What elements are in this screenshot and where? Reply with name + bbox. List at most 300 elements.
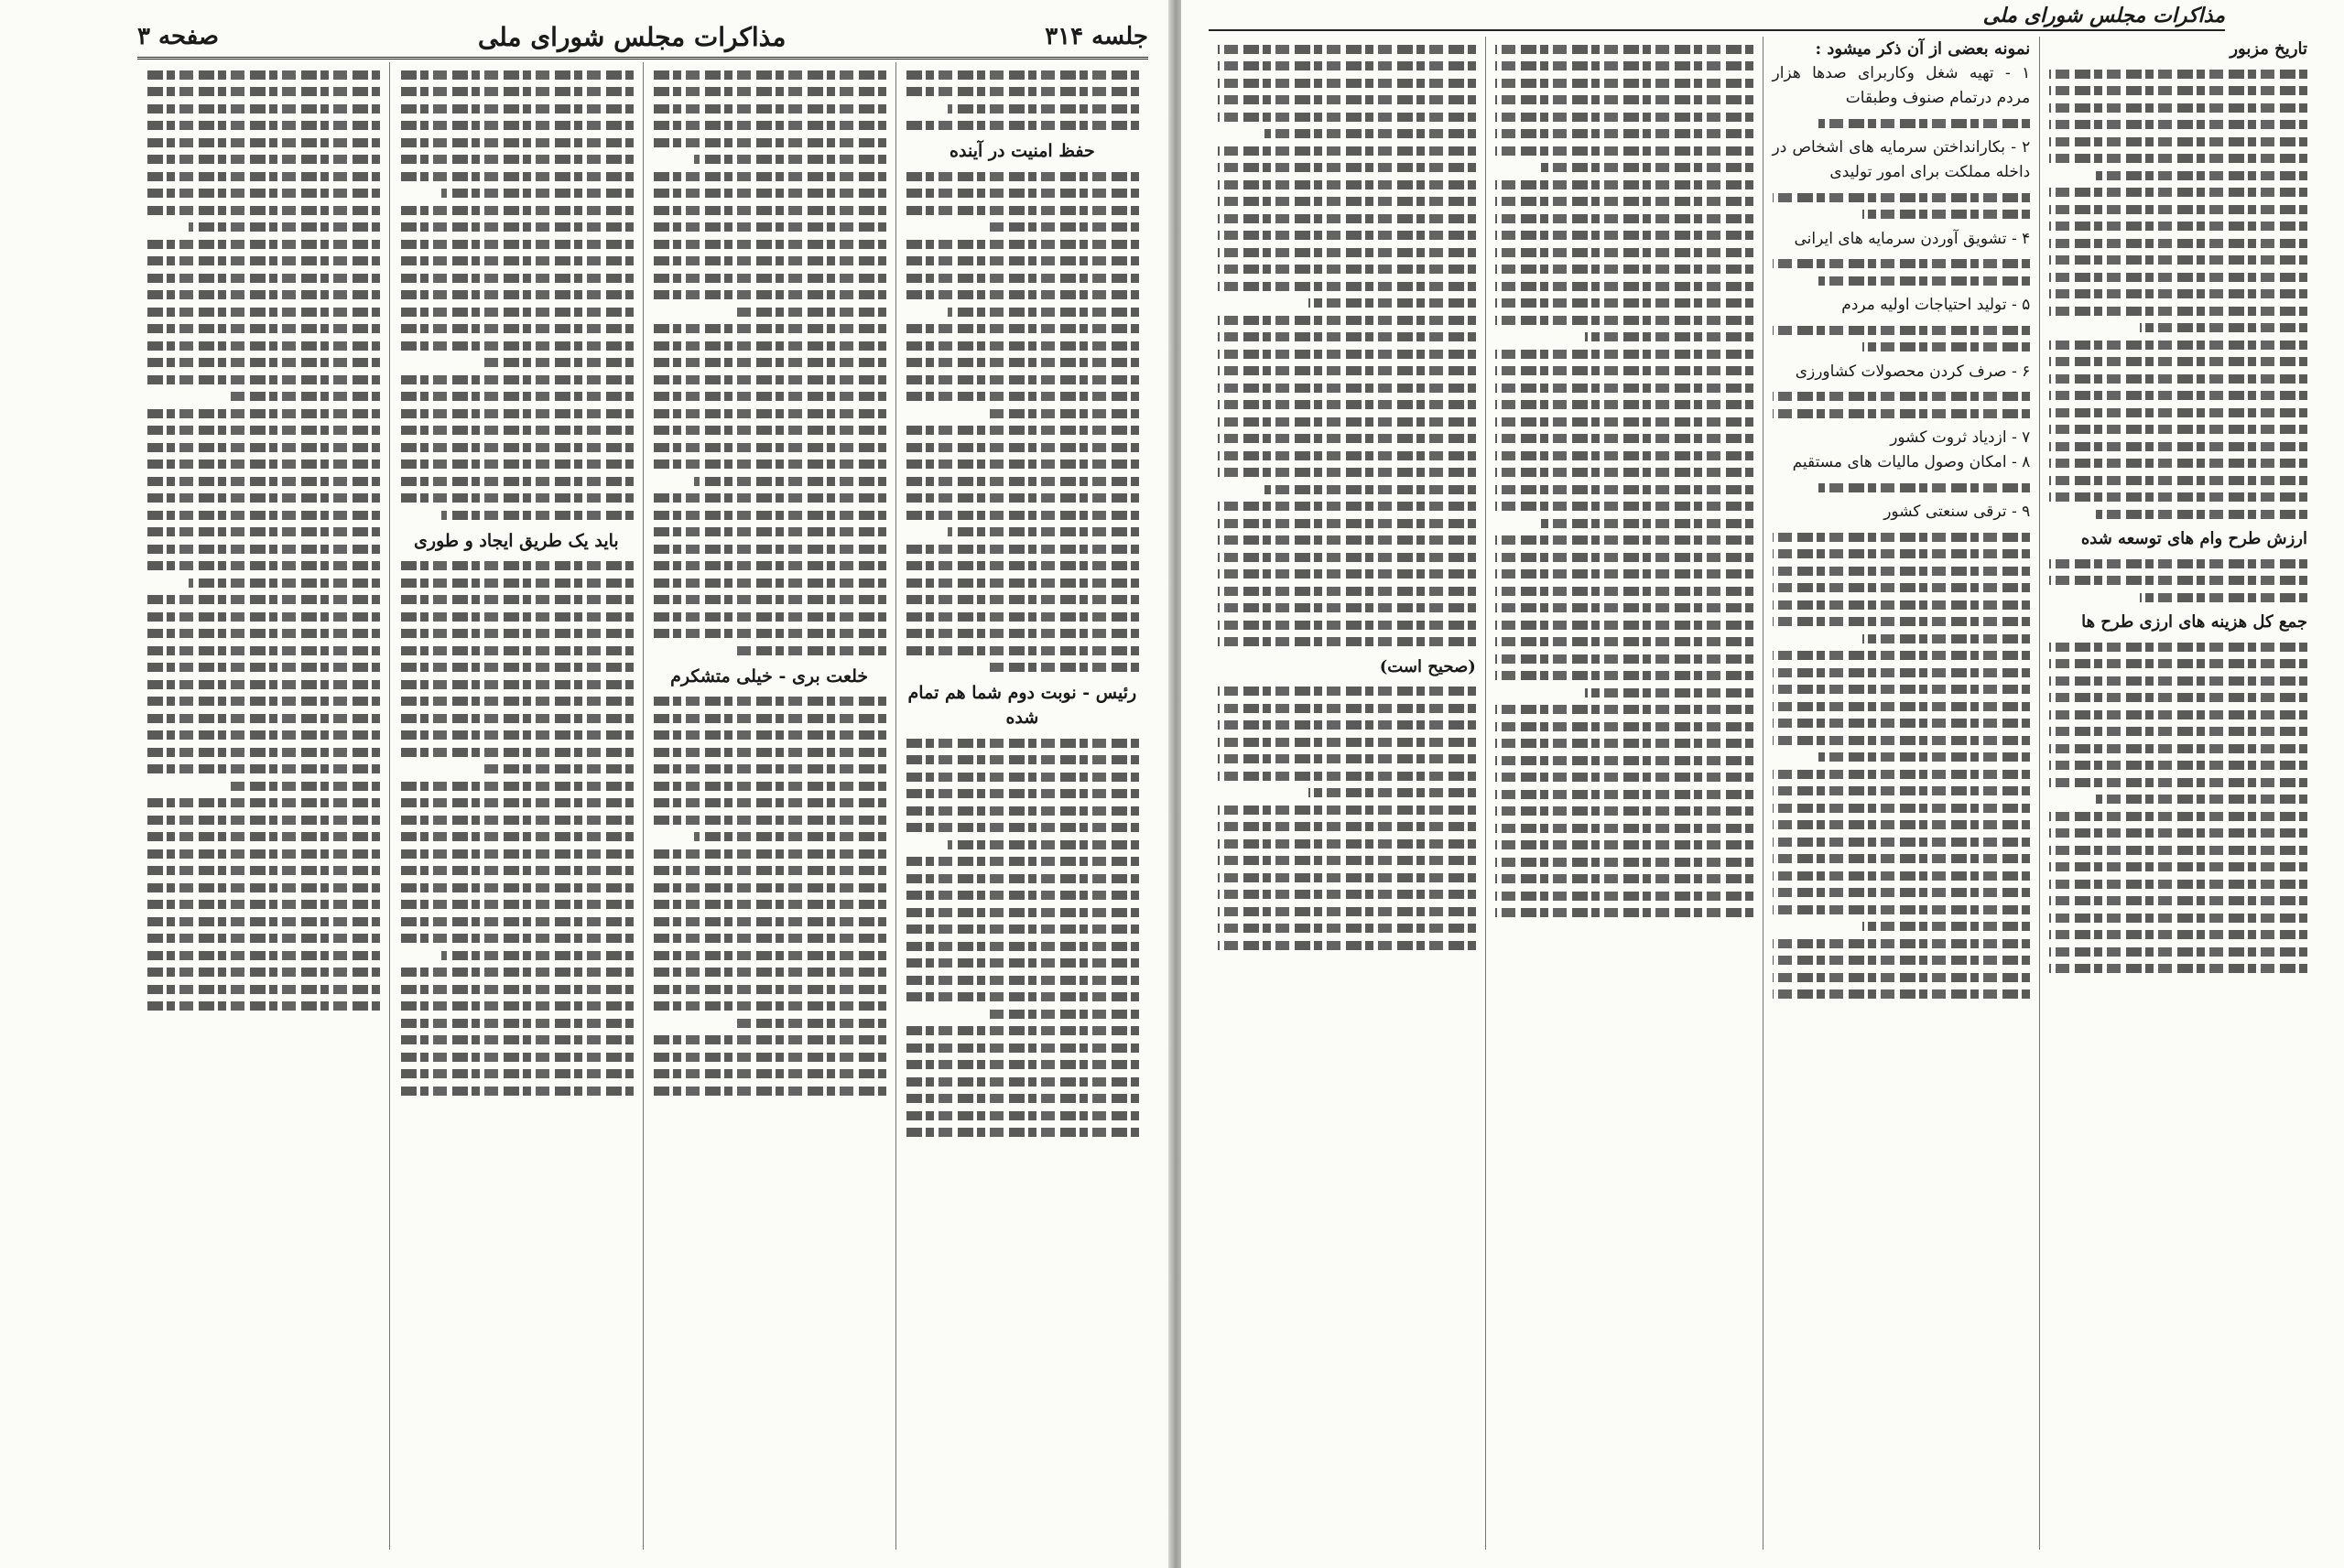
speaker-line: رئیس - نوبت دوم شما هم تمام شده (907, 683, 1137, 728)
text-line (2096, 171, 2307, 180)
text-line (653, 883, 886, 892)
text-line (399, 409, 633, 418)
text-line (1495, 214, 1753, 223)
text-line (906, 646, 1139, 655)
text-line (399, 375, 633, 384)
text-line (2049, 205, 2307, 214)
text-line (906, 773, 1139, 782)
text-line (906, 595, 1139, 604)
text-line (906, 976, 1139, 985)
text-line (146, 629, 380, 638)
text-line (399, 240, 633, 249)
text-line (399, 460, 633, 469)
text-line (399, 561, 633, 570)
text-line (1495, 535, 1753, 545)
text-line (1862, 922, 2030, 931)
text-line (399, 663, 633, 672)
text-line (1773, 719, 2031, 728)
text-line (2049, 964, 2307, 973)
text-line (146, 121, 380, 130)
text-line (1495, 468, 1753, 477)
text-line (1218, 231, 1476, 240)
text-column (137, 62, 389, 1550)
text-line (653, 460, 886, 469)
text-line (987, 409, 1139, 418)
text-column (1763, 37, 2040, 1550)
text-line (146, 612, 380, 622)
text-line (1495, 654, 1753, 664)
text-line (1818, 119, 2030, 128)
text-line (146, 308, 380, 317)
text-line (906, 857, 1139, 866)
text-line (906, 358, 1139, 367)
text-line (906, 561, 1139, 570)
text-line (1495, 874, 1753, 883)
text-line (1773, 939, 2031, 948)
text-line (399, 274, 633, 283)
session-label: جلسه ۳۱۴ (1045, 23, 1148, 50)
text-line (1495, 434, 1753, 443)
text-line (906, 256, 1139, 265)
text-line (653, 274, 886, 283)
text-line (399, 1053, 633, 1062)
text-line (906, 958, 1139, 968)
text-line (146, 968, 380, 977)
text-line (399, 1001, 633, 1011)
text-line (2049, 492, 2307, 502)
text-line (1495, 129, 1753, 138)
text-line (1495, 451, 1753, 460)
text-line (906, 375, 1139, 384)
text-line (1218, 603, 1476, 612)
text-line (948, 104, 1139, 114)
text-line (1495, 197, 1753, 206)
text-line (653, 629, 886, 638)
date-label: تاریخ مزبور (2230, 39, 2307, 59)
text-line (653, 527, 886, 536)
text-line (1218, 822, 1476, 831)
text-line (146, 646, 380, 655)
text-line (906, 1094, 1139, 1103)
text-line (146, 798, 380, 807)
text-line (653, 1001, 886, 1011)
text-line (2049, 693, 2307, 702)
text-line (1264, 129, 1476, 138)
text-line (146, 409, 380, 418)
text-line (1495, 908, 1753, 917)
text-line (146, 172, 380, 181)
text-line (399, 290, 633, 299)
text-line (906, 874, 1139, 883)
text-line (1495, 113, 1753, 122)
text-line (653, 816, 886, 825)
text-line (906, 341, 1139, 351)
text-line (2049, 459, 2307, 468)
text-line (2049, 576, 2307, 585)
text-line (734, 308, 886, 317)
text-line (906, 545, 1139, 554)
text-line (1218, 754, 1476, 763)
text-line (906, 908, 1139, 917)
text-line (2049, 442, 2307, 451)
text-line (653, 1035, 886, 1044)
text-line (228, 392, 380, 401)
text-line (1495, 637, 1753, 646)
text-line (906, 324, 1139, 333)
text-line (653, 222, 886, 232)
list-item: ۴ - تشویق آوردن سرمایه های ایرانی (1794, 229, 2031, 248)
text-line (1495, 180, 1753, 189)
text-line (146, 917, 380, 926)
text-line (2049, 828, 2307, 838)
text-line (399, 900, 633, 909)
text-line (399, 917, 633, 926)
text-line (189, 222, 380, 232)
list-item: ۶ - صرف کردن محصولات کشاورزی (1795, 362, 2031, 381)
text-line (906, 1077, 1139, 1087)
text-line (146, 595, 380, 604)
text-line (2049, 710, 2307, 719)
text-line (1818, 752, 2030, 762)
text-line (146, 375, 380, 384)
text-line (653, 341, 886, 351)
text-line (2049, 947, 2307, 957)
text-line (1773, 956, 2031, 965)
text-line (1218, 197, 1476, 206)
text-line (441, 951, 633, 960)
text-line (653, 1087, 886, 1096)
text-line (1585, 688, 1753, 697)
text-line (1773, 888, 2031, 897)
text-line (1218, 587, 1476, 596)
text-line (1773, 392, 2031, 401)
text-line (2049, 880, 2307, 889)
text-line (1218, 214, 1476, 223)
text-line (2049, 930, 2307, 939)
text-line (906, 392, 1139, 401)
text-line (906, 460, 1139, 469)
text-line (1308, 788, 1476, 797)
text-line (2049, 744, 2307, 753)
text-line (1773, 736, 2031, 745)
text-line (1495, 840, 1753, 849)
text-line (906, 493, 1139, 503)
text-line (399, 697, 633, 706)
text-line (399, 782, 633, 791)
text-line (2049, 425, 2307, 434)
text-line (1773, 193, 2031, 202)
text-line (2049, 408, 2307, 417)
text-line (146, 240, 380, 249)
text-line (1495, 231, 1753, 240)
text-line (2049, 86, 2307, 95)
text-line (399, 968, 633, 977)
text-line (399, 1035, 633, 1044)
text-line (1773, 600, 2031, 610)
text-line (399, 155, 633, 164)
text-line (146, 493, 380, 503)
text-line (1495, 384, 1753, 393)
text-line (1218, 316, 1476, 325)
text-line (906, 172, 1139, 181)
text-line (146, 730, 380, 740)
text-line (146, 443, 380, 452)
text-line (146, 274, 380, 283)
left-page-header (137, 16, 1148, 59)
text-line (1495, 756, 1753, 765)
text-line (653, 493, 886, 503)
text-line (2049, 289, 2307, 298)
text-line (1218, 451, 1476, 460)
text-line (1495, 146, 1753, 156)
text-line (653, 138, 886, 147)
text-line (1495, 366, 1753, 375)
text-line (906, 189, 1139, 198)
text-line (2049, 659, 2307, 668)
right-page-columns (1209, 37, 2317, 1550)
text-line (653, 798, 886, 807)
text-line (399, 87, 633, 96)
list-item: ۵ - تولید احتیاجات اولیه مردم (1841, 296, 2031, 314)
text-line (653, 240, 886, 249)
right-page-header (1209, 2, 2225, 31)
right-page-title: مذاکرات مجلس شورای ملی (1982, 4, 2225, 27)
text-line (1862, 342, 2030, 351)
text-line (1773, 989, 2031, 999)
text-line (653, 561, 886, 570)
text-line (1773, 820, 2031, 829)
text-line (2049, 341, 2307, 350)
text-line (1218, 772, 1476, 781)
text-line (1495, 282, 1753, 291)
text-line (146, 866, 380, 875)
text-line (653, 934, 886, 943)
text-line (146, 358, 380, 367)
text-line (734, 1019, 886, 1028)
text-line (906, 823, 1139, 832)
text-line (1773, 973, 2031, 982)
text-line (1218, 720, 1476, 730)
text-line (1495, 773, 1753, 782)
text-line (987, 663, 1139, 672)
text-line (399, 612, 633, 622)
text-line (146, 849, 380, 859)
text-line (2049, 137, 2307, 146)
text-line (1495, 892, 1753, 901)
text-line (2049, 273, 2307, 282)
text-line (1495, 858, 1753, 867)
text-line (653, 612, 886, 622)
text-line (653, 1053, 886, 1062)
text-line (653, 579, 886, 588)
text-line (146, 832, 380, 841)
text-line (2096, 510, 2307, 519)
list-item: ۱ - تهیه شغل وکاربرای صدها هزار مردم درتمام صنوف وطبقات (1772, 64, 2031, 107)
text-line (1495, 95, 1753, 104)
total-label: جمع کل هزینه های ارزی طرح ها (2081, 612, 2307, 632)
section-heading: باید یک طریق ایجاد و طوری (414, 530, 619, 551)
text-line (1818, 483, 2030, 492)
text-line (1541, 163, 1753, 172)
text-line (1218, 519, 1476, 528)
text-line (2049, 778, 2307, 787)
text-line (399, 138, 633, 147)
text-line (2049, 103, 2307, 113)
text-line (146, 545, 380, 554)
text-line (1773, 326, 2031, 335)
text-line (1218, 637, 1476, 646)
text-line (1495, 569, 1753, 579)
text-line (1773, 770, 2031, 779)
text-line (1773, 651, 2031, 660)
list-item: ۷ - ازدیاد ثروت کشور (1890, 428, 2031, 447)
text-line (906, 579, 1139, 588)
text-column (643, 62, 895, 1550)
text-line (906, 942, 1139, 951)
text-column (2039, 37, 2317, 1550)
text-line (1495, 350, 1753, 359)
text-line (906, 806, 1139, 816)
text-line (146, 460, 380, 469)
text-line (653, 917, 886, 926)
text-line (399, 493, 633, 503)
text-line (906, 629, 1139, 638)
page-title: مذاکرات مجلس شورای ملی (477, 21, 787, 52)
page-number: صفحه ۳ (137, 23, 219, 50)
text-line (987, 1010, 1139, 1019)
text-line (1773, 549, 2031, 558)
text-line (1862, 210, 2030, 219)
text-line (2140, 593, 2307, 602)
text-line (1218, 400, 1476, 409)
text-line (399, 866, 633, 875)
text-line (906, 206, 1139, 215)
text-line (653, 172, 886, 181)
text-line (653, 595, 886, 604)
text-line (1218, 146, 1476, 156)
text-line (1218, 79, 1476, 88)
text-line (694, 155, 885, 164)
text-line (1495, 739, 1753, 748)
text-line (906, 426, 1139, 435)
text-line (906, 1128, 1139, 1137)
text-line (1218, 265, 1476, 274)
text-line (653, 849, 886, 859)
text-line (2049, 761, 2307, 770)
text-line (653, 206, 886, 215)
text-line (146, 290, 380, 299)
text-line (1218, 569, 1476, 579)
text-line (906, 511, 1139, 520)
text-line (146, 985, 380, 994)
text-line (146, 206, 380, 215)
text-line (906, 789, 1139, 798)
text-line (2049, 476, 2307, 485)
text-line (2049, 307, 2307, 316)
text-line (1218, 621, 1476, 630)
text-line (694, 477, 885, 486)
text-line (1218, 95, 1476, 104)
text-line (146, 883, 380, 892)
text-line (1773, 583, 2031, 592)
text-line (2049, 862, 2307, 871)
text-line (146, 70, 380, 80)
text-line (1495, 417, 1753, 427)
text-line (906, 240, 1139, 249)
text-line (653, 290, 886, 299)
text-line (146, 900, 380, 909)
text-line (1218, 468, 1476, 477)
text-line (906, 925, 1139, 934)
text-line (2049, 154, 2307, 163)
text-line (2049, 255, 2307, 265)
text-line (653, 714, 886, 723)
text-line (1218, 738, 1476, 747)
text-line (146, 816, 380, 825)
text-line (1541, 519, 1753, 528)
text-line (1218, 163, 1476, 172)
text-line (1818, 276, 2030, 286)
text-line (1218, 806, 1476, 815)
text-line (1773, 838, 2031, 847)
text-line (146, 155, 380, 164)
text-line (146, 527, 380, 536)
text-line (653, 426, 886, 435)
text-line (906, 1044, 1139, 1053)
text-line (906, 612, 1139, 622)
text-line (146, 951, 380, 960)
text-line (399, 985, 633, 994)
text-line (399, 121, 633, 130)
text-line (399, 680, 633, 689)
text-line (1218, 704, 1476, 713)
text-line (1218, 282, 1476, 291)
text-line (1264, 485, 1476, 494)
text-line (906, 1111, 1139, 1120)
text-line (399, 934, 633, 943)
text-line (399, 104, 633, 114)
text-line (2049, 727, 2307, 736)
text-line (653, 189, 886, 198)
text-line (1495, 603, 1753, 612)
text-line (2049, 559, 2307, 568)
text-line (987, 222, 1139, 232)
text-line (146, 934, 380, 943)
text-line (228, 782, 380, 791)
text-line (1218, 417, 1476, 427)
text-line (1218, 248, 1476, 257)
text-line (1308, 298, 1476, 308)
text-line (734, 646, 886, 655)
text-line (146, 697, 380, 706)
speaker-line: خلعت بری - خیلی متشکرم (670, 665, 869, 687)
text-line (906, 121, 1139, 130)
text-column (1485, 37, 1763, 1550)
text-line (1218, 45, 1476, 54)
text-line (2049, 896, 2307, 905)
text-line (1218, 856, 1476, 865)
list-item: ۲ - بکارانداختن سرمایه های اشخاص در داخله مملکت برای امور تولیدی (1772, 138, 2031, 181)
text-line (1218, 332, 1476, 341)
text-line (399, 1019, 633, 1028)
text-line (146, 189, 380, 198)
text-line (1495, 705, 1753, 714)
text-line (399, 392, 633, 401)
text-line (653, 866, 886, 875)
text-line (399, 341, 633, 351)
text-line (1773, 871, 2031, 881)
text-line (1495, 790, 1753, 799)
